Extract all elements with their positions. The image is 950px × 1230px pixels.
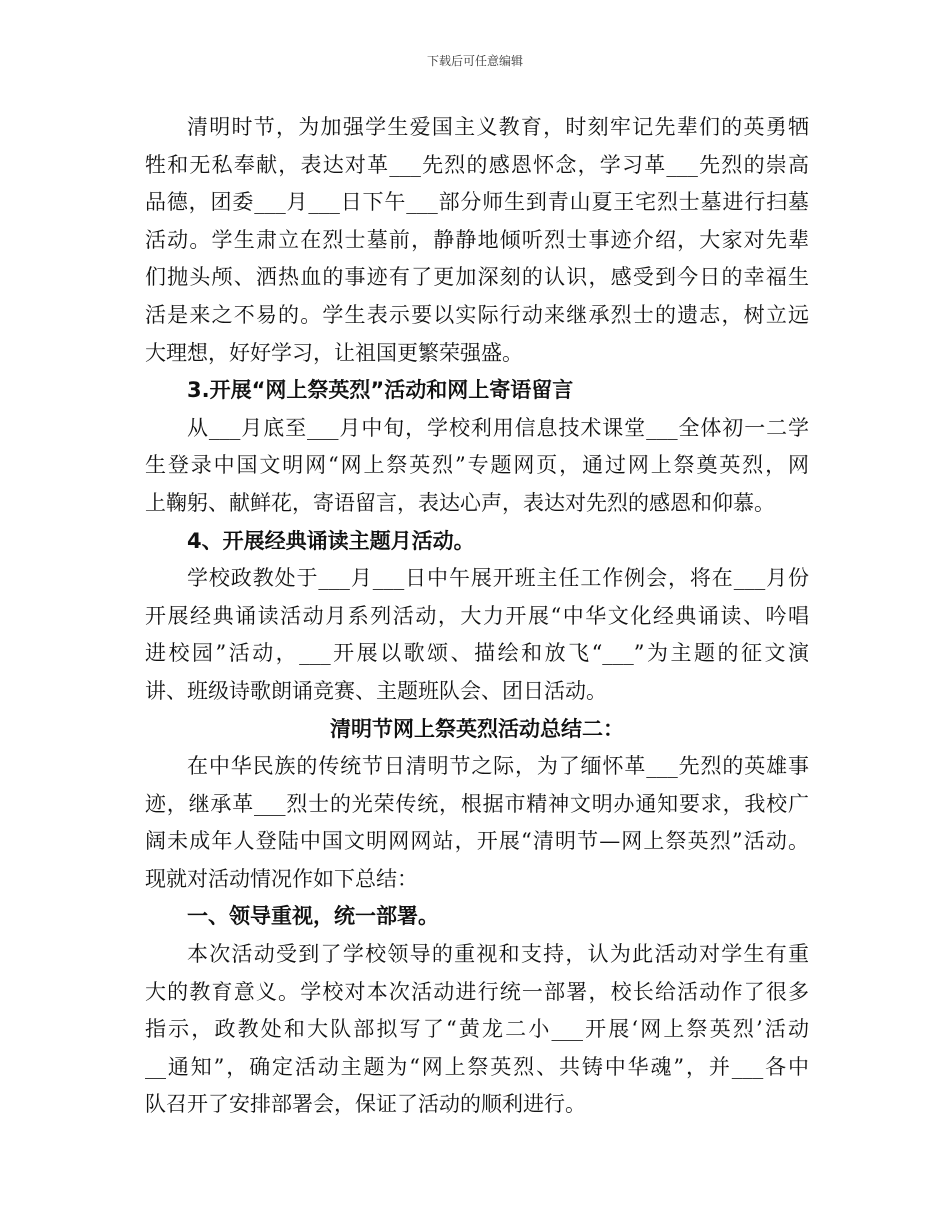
text-line: 现就对活动情况作如下总结： <box>145 866 418 891</box>
section-heading: 3.开展“网上祭英烈”活动和网上寄语留言 <box>187 378 574 403</box>
page-header-note: 下载后可任意编辑 <box>426 54 523 68</box>
text-line: 活是来之不易的。学生表示要以实际行动来继承烈士的遗志，树立远 <box>145 302 809 327</box>
text-line: 们抛头颅、洒热血的事迹有了更加深刻的认识，感受到今日的幸福生 <box>145 265 809 290</box>
text-line: 在中华民族的传统节日清明节之际，为了缅怀革___先烈的英雄事 <box>187 754 809 779</box>
text-line: 活动。学生肃立在烈士墓前，静静地倾听烈士事迹介绍，大家对先辈 <box>145 227 809 252</box>
text-line: 进校园”活动，___开展以歌颂、描绘和放飞“___”为主题的征文演 <box>145 641 809 666</box>
text-line: 品德，团委___月___日下午___部分师生到青山夏王宅烈士墓进行扫墓 <box>145 190 809 215</box>
text-line: 指示，政教处和大队部拟写了“黄龙二小___开展‘网上祭英烈’活动 <box>145 1017 809 1042</box>
document-body <box>145 109 809 1124</box>
text-line: 迹，继承革___烈士的光荣传统，根据市精神文明办通知要求，我校广 <box>145 791 809 816</box>
text-line: 本次活动受到了学校领导的重视和支持，认为此活动对学生有重 <box>187 942 809 967</box>
text-line: 生登录中国文明网“网上祭英烈”专题网页，通过网上祭奠英烈，网 <box>145 453 809 478</box>
text-line: 阔未成年人登陆中国文明网网站，开展“清明节—网上祭英烈”活动。 <box>145 829 809 854</box>
section-heading: 一、领导重视，统一部署。 <box>187 904 439 929</box>
text-line: 大的教育意义。学校对本次活动进行统一部署，校长给活动作了很多 <box>145 979 809 1004</box>
text-line: 牲和无私奉献，表达对革___先烈的感恩怀念，学习革___先烈的崇高 <box>145 152 809 177</box>
text-line: 讲、班级诗歌朗诵竞赛、主题班队会、团日活动。 <box>145 678 607 703</box>
text-line: 开展经典诵读活动月系列活动，大力开展“中华文化经典诵读、吟唱 <box>145 603 809 628</box>
text-line: 从___月底至___月中旬，学校利用信息技术课堂___全体初一二学 <box>187 415 809 440</box>
document-subtitle: 清明节网上祭英烈活动总结二： <box>330 716 624 741</box>
text-line: 清明时节，为加强学生爱国主义教育，时刻牢记先辈们的英勇牺 <box>187 115 809 139</box>
text-line: 学校政教处于___月___日中午展开班主任工作例会，将在___月份 <box>187 566 809 591</box>
text-line: 队召开了安排部署会，保证了活动的顺利进行。 <box>145 1092 586 1117</box>
text-line: __通知”，确定活动主题为“网上祭英烈、共铸中华魂”，并___各中 <box>145 1054 809 1079</box>
text-line: 大理想，好好学习，让祖国更繁荣强盛。 <box>145 340 523 365</box>
text-line: 上鞠躬、献鲜花，寄语留言，表达心声，表达对先烈的感恩和仰慕。 <box>145 490 775 515</box>
section-heading: 4、开展经典诵读主题月活动。 <box>187 528 475 553</box>
